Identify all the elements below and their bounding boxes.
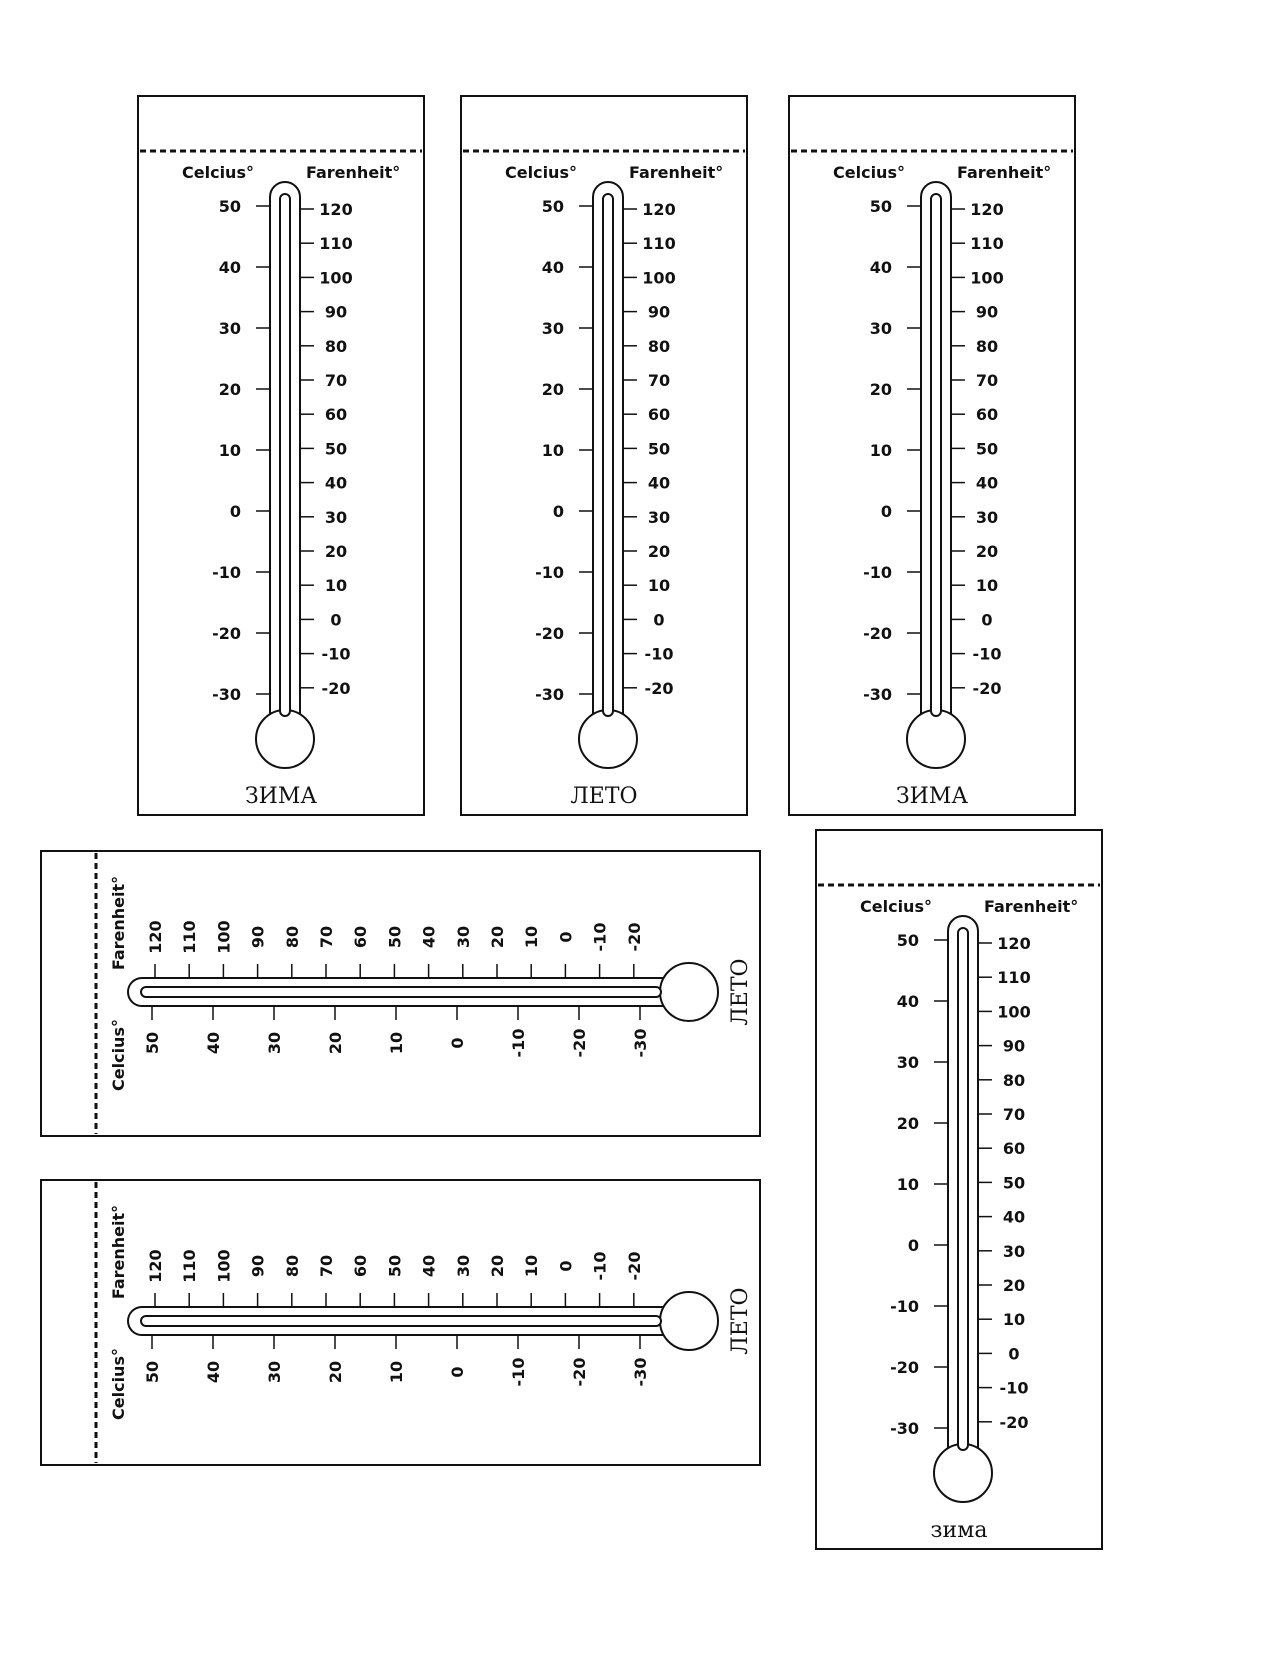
celsius-tick-label: -10	[535, 563, 564, 582]
fahrenheit-tick-label: 40	[647, 473, 671, 493]
season-label: ЛЕТО	[570, 784, 638, 809]
fahrenheit-tick-label: 80	[975, 336, 999, 356]
fahrenheit-tick-label: 0	[1008, 1344, 1020, 1364]
bulb	[907, 710, 965, 768]
celsius-tick-label: -20	[863, 624, 892, 643]
fahrenheit-tick-label: 80	[282, 925, 302, 949]
fahrenheit-tick-label: 20	[324, 542, 348, 561]
celsius-tick-label: 40	[541, 258, 564, 277]
bulb	[660, 1292, 718, 1350]
fahrenheit-tick-label: -20	[321, 678, 351, 698]
fahrenheit-tick-label: 90	[248, 925, 268, 949]
season-label: зима	[930, 1518, 988, 1543]
celsius-tick-label: -10	[509, 1028, 528, 1058]
celsius-tick-label: 40	[896, 992, 919, 1011]
fahrenheit-tick-label: 0	[556, 1260, 576, 1272]
fahrenheit-tick-label: 0	[653, 610, 665, 630]
fahrenheit-tick-label: 100	[319, 268, 353, 288]
fahrenheit-tick-label: 50	[647, 439, 671, 459]
celsius-tick-label: 10	[218, 441, 241, 460]
fahrenheit-tick-label: 110	[319, 234, 353, 254]
fahrenheit-tick-label: 60	[351, 1254, 371, 1278]
fahrenheit-tick-label: 90	[1002, 1036, 1026, 1056]
fahrenheit-tick-label: 20	[647, 542, 671, 561]
celsius-header: Celcius°	[109, 1019, 128, 1091]
fahrenheit-tick-label: 40	[419, 1254, 439, 1278]
celsius-tick-label: -20	[570, 1028, 589, 1058]
tube-inner	[603, 194, 613, 716]
fahrenheit-tick-label: 0	[556, 931, 576, 943]
celsius-tick-label: 30	[265, 1031, 284, 1055]
fahrenheit-tick-label: 20	[975, 542, 999, 561]
fahrenheit-tick-label: 40	[1002, 1207, 1026, 1227]
celsius-tick-label: -30	[212, 685, 241, 704]
celsius-header: Celcius°	[109, 1348, 128, 1420]
tube-inner	[931, 194, 941, 716]
fahrenheit-header: Farenheit°	[109, 1204, 128, 1300]
celsius-tick-label: 40	[218, 258, 241, 277]
celsius-tick-label: 20	[896, 1114, 919, 1133]
fahrenheit-tick-label: 30	[324, 507, 348, 527]
thermometer-card-4	[41, 851, 760, 1136]
fahrenheit-tick-label: 20	[488, 925, 507, 949]
tube-inner	[141, 987, 661, 997]
fahrenheit-header: Farenheit°	[109, 875, 128, 971]
celsius-header: Celcius°	[182, 163, 254, 182]
season-label: ЗИМА	[895, 784, 969, 809]
fahrenheit-tick-label: 90	[324, 302, 348, 322]
celsius-tick-label: -10	[509, 1357, 528, 1387]
celsius-tick-label: -10	[863, 563, 892, 582]
fahrenheit-tick-label: 50	[975, 439, 999, 459]
thermometer-card-2	[461, 96, 747, 815]
fahrenheit-tick-label: -10	[972, 644, 1002, 664]
fahrenheit-tick-label: -20	[624, 1251, 644, 1281]
fahrenheit-header: Farenheit°	[306, 163, 401, 182]
fahrenheit-tick-label: 60	[351, 925, 371, 949]
bulb	[660, 963, 718, 1021]
celsius-tick-label: 20	[541, 380, 564, 399]
fahrenheit-tick-label: 70	[317, 1254, 336, 1278]
celsius-tick-label: 40	[204, 1031, 223, 1055]
fahrenheit-header: Farenheit°	[629, 163, 724, 182]
celsius-tick-label: -30	[535, 685, 564, 704]
celsius-tick-label: 30	[265, 1360, 284, 1384]
fahrenheit-tick-label: 0	[981, 610, 993, 630]
celsius-tick-label: 20	[326, 1360, 345, 1384]
fahrenheit-tick-label: -10	[590, 1251, 610, 1281]
celsius-tick-label: 10	[869, 441, 892, 460]
celsius-tick-label: 0	[552, 502, 564, 521]
celsius-tick-label: 20	[326, 1031, 345, 1055]
celsius-tick-label: -20	[535, 624, 564, 643]
fahrenheit-tick-label: 120	[146, 920, 165, 954]
celsius-tick-label: 50	[218, 197, 241, 216]
celsius-tick-label: 30	[218, 319, 241, 338]
fahrenheit-tick-label: 70	[317, 925, 336, 949]
fahrenheit-tick-label: 0	[330, 610, 342, 630]
fahrenheit-tick-label: 30	[453, 925, 473, 949]
fahrenheit-tick-label: 120	[997, 934, 1031, 953]
thermometer-card-5	[41, 1180, 760, 1465]
season-label: ЛЕТО	[728, 958, 753, 1026]
celsius-tick-label: -30	[631, 1357, 650, 1387]
celsius-header: Celcius°	[833, 163, 905, 182]
fahrenheit-tick-label: -20	[999, 1412, 1029, 1432]
celsius-tick-label: 50	[143, 1360, 162, 1384]
celsius-tick-label: 30	[869, 319, 892, 338]
fahrenheit-tick-label: 120	[642, 200, 676, 219]
fahrenheit-tick-label: 20	[488, 1254, 507, 1278]
celsius-tick-label: -30	[863, 685, 892, 704]
fahrenheit-tick-label: 40	[975, 473, 999, 493]
fahrenheit-tick-label: -20	[972, 678, 1002, 698]
celsius-tick-label: -20	[212, 624, 241, 643]
fahrenheit-tick-label: 10	[522, 1254, 542, 1278]
fahrenheit-tick-label: 50	[1002, 1173, 1026, 1193]
thermometer-card-3	[789, 96, 1075, 815]
celsius-tick-label: -10	[890, 1297, 919, 1316]
celsius-tick-label: 40	[869, 258, 892, 277]
celsius-tick-label: 0	[229, 502, 241, 521]
fahrenheit-tick-label: 30	[453, 1254, 473, 1278]
fahrenheit-tick-label: 110	[180, 1249, 200, 1283]
bulb	[579, 710, 637, 768]
fahrenheit-tick-label: 20	[1002, 1276, 1026, 1295]
fahrenheit-tick-label: -10	[644, 644, 674, 664]
season-label: ЛЕТО	[728, 1287, 753, 1355]
fahrenheit-tick-label: 100	[642, 268, 676, 288]
tube-inner	[280, 194, 290, 716]
celsius-tick-label: 50	[869, 197, 892, 216]
fahrenheit-tick-label: 110	[997, 968, 1031, 988]
fahrenheit-tick-label: 50	[385, 925, 405, 949]
fahrenheit-tick-label: 80	[647, 336, 671, 356]
celsius-tick-label: 0	[448, 1366, 467, 1378]
celsius-tick-label: 30	[896, 1053, 919, 1072]
bulb	[934, 1444, 992, 1502]
celsius-tick-label: 20	[869, 380, 892, 399]
fahrenheit-tick-label: 60	[975, 405, 999, 425]
fahrenheit-tick-label: 80	[282, 1254, 302, 1278]
fahrenheit-tick-label: 30	[975, 507, 999, 527]
fahrenheit-tick-label: 10	[647, 576, 671, 596]
fahrenheit-tick-label: 110	[642, 234, 676, 254]
fahrenheit-tick-label: -10	[590, 922, 610, 952]
fahrenheit-tick-label: 90	[975, 302, 999, 322]
celsius-tick-label: 10	[541, 441, 564, 460]
fahrenheit-tick-label: 10	[975, 576, 999, 596]
celsius-tick-label: 30	[541, 319, 564, 338]
fahrenheit-tick-label: 120	[970, 200, 1004, 219]
fahrenheit-tick-label: 70	[647, 371, 671, 390]
celsius-tick-label: 10	[896, 1175, 919, 1194]
celsius-tick-label: -30	[631, 1028, 650, 1058]
thermometer-card-1	[138, 96, 424, 815]
fahrenheit-tick-label: 10	[324, 576, 348, 596]
celsius-tick-label: 50	[143, 1031, 162, 1055]
fahrenheit-tick-label: 100	[997, 1002, 1031, 1022]
fahrenheit-tick-label: 10	[1002, 1310, 1026, 1330]
celsius-tick-label: 50	[541, 197, 564, 216]
fahrenheit-tick-label: 100	[970, 268, 1004, 288]
celsius-tick-label: 20	[218, 380, 241, 399]
fahrenheit-tick-label: 80	[1002, 1070, 1026, 1090]
season-label: ЗИМА	[244, 784, 318, 809]
bulb	[256, 710, 314, 768]
fahrenheit-tick-label: 70	[324, 371, 348, 390]
fahrenheit-tick-label: 40	[324, 473, 348, 493]
fahrenheit-tick-label: 30	[647, 507, 671, 527]
fahrenheit-tick-label: 80	[324, 336, 348, 356]
celsius-header: Celcius°	[860, 897, 932, 916]
fahrenheit-tick-label: 40	[419, 925, 439, 949]
fahrenheit-tick-label: 60	[647, 405, 671, 425]
fahrenheit-tick-label: 60	[1002, 1139, 1026, 1159]
fahrenheit-tick-label: 100	[214, 1249, 234, 1283]
fahrenheit-tick-label: 70	[1002, 1105, 1026, 1124]
fahrenheit-tick-label: 50	[385, 1254, 405, 1278]
fahrenheit-header: Farenheit°	[984, 897, 1079, 916]
celsius-tick-label: -30	[890, 1419, 919, 1438]
fahrenheit-tick-label: 50	[324, 439, 348, 459]
fahrenheit-tick-label: 110	[970, 234, 1004, 254]
celsius-header: Celcius°	[505, 163, 577, 182]
fahrenheit-tick-label: 30	[1002, 1241, 1026, 1261]
thermometer-card-6	[816, 830, 1102, 1549]
fahrenheit-tick-label: 90	[647, 302, 671, 322]
fahrenheit-tick-label: 60	[324, 405, 348, 425]
fahrenheit-tick-label: 100	[214, 920, 234, 954]
celsius-tick-label: 0	[907, 1236, 919, 1255]
celsius-tick-label: 40	[204, 1360, 223, 1384]
celsius-tick-label: 10	[387, 1031, 406, 1055]
fahrenheit-tick-label: -20	[644, 678, 674, 698]
fahrenheit-tick-label: 10	[522, 925, 542, 949]
celsius-tick-label: 10	[387, 1360, 406, 1384]
fahrenheit-tick-label: 70	[975, 371, 999, 390]
celsius-tick-label: -20	[890, 1358, 919, 1377]
celsius-tick-label: 50	[896, 931, 919, 950]
celsius-tick-label: 0	[880, 502, 892, 521]
fahrenheit-tick-label: -10	[321, 644, 351, 664]
fahrenheit-tick-label: 90	[248, 1254, 268, 1278]
fahrenheit-header: Farenheit°	[957, 163, 1052, 182]
tube-inner	[958, 928, 968, 1450]
fahrenheit-tick-label: 110	[180, 920, 200, 954]
celsius-tick-label: -20	[570, 1357, 589, 1387]
fahrenheit-tick-label: 120	[319, 200, 353, 219]
fahrenheit-tick-label: 120	[146, 1249, 165, 1283]
fahrenheit-tick-label: -20	[624, 922, 644, 952]
celsius-tick-label: 0	[448, 1037, 467, 1049]
fahrenheit-tick-label: -10	[999, 1378, 1029, 1398]
celsius-tick-label: -10	[212, 563, 241, 582]
tube-inner	[141, 1316, 661, 1326]
